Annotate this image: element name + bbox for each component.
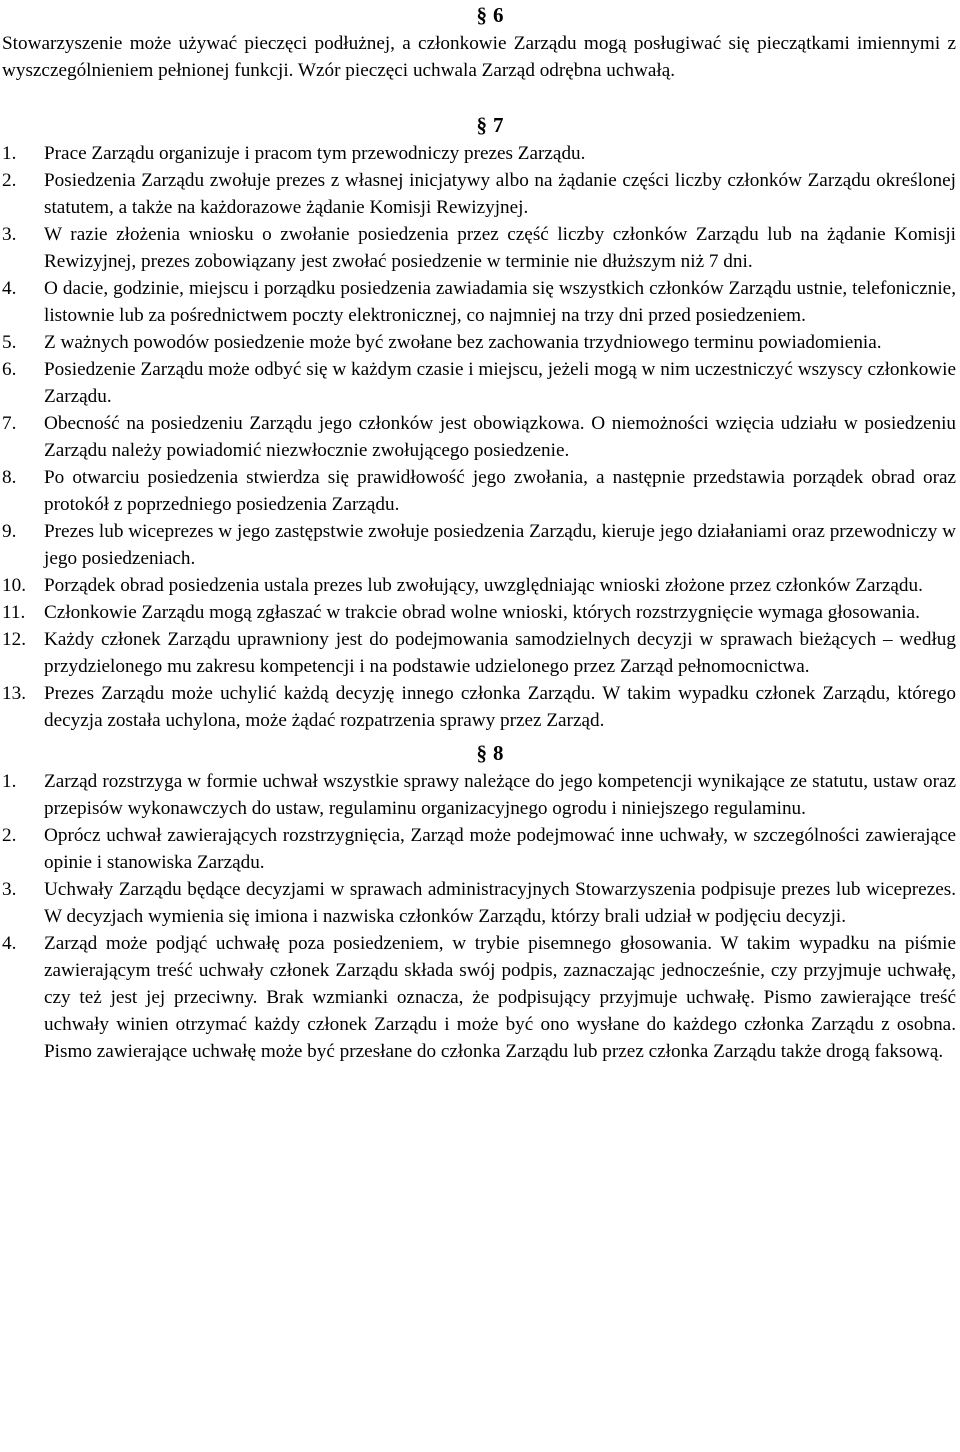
list-item: [2, 221, 956, 275]
section-number: 6: [493, 3, 504, 27]
item-number: 1.: [2, 771, 17, 792]
item-number: 13.: [2, 683, 26, 704]
list-item: [2, 572, 956, 599]
section-symbol: §: [476, 741, 487, 765]
item-number: 10.: [2, 575, 26, 596]
list-item: [2, 167, 956, 221]
item-text: Prace Zarządu organizuje i pracom tym przewodniczy prezes Zarządu.: [44, 143, 586, 164]
numbered-list: [2, 768, 956, 1065]
item-text: Porządek obrad posiedzenia ustala prezes lub zwołujący, uwzględniając wnioski złożone przez członków Zarządu.: [44, 575, 923, 596]
list-item: [2, 822, 956, 876]
list-item: [2, 626, 956, 680]
item-number: 12.: [2, 629, 26, 650]
item-text: Po otwarciu posiedzenia stwierdza się prawidłowość jego zwołania, a następnie przedstawia porządek obrad oraz protokół z poprzedniego posiedzenia Zarządu.: [44, 467, 956, 515]
list-item: [2, 599, 956, 626]
item-text: Prezes Zarządu może uchylić każdą decyzję innego członka Zarządu. W takim wypadku członek Zarządu, którego decyzja została uchylona, może żądać rozpatrzenia sprawy przez Zarząd.: [44, 683, 956, 731]
section-paragraph: Stowarzyszenie może używać pieczęci podłużnej, a członkowie Zarządu mogą posługiwać się pieczątkami imiennymi z wyszczególnieniem pełnionej funkcji. Wzór pieczęci uchwala Zarząd odrębna uchwałą.: [2, 33, 956, 81]
list-item: [2, 930, 956, 1065]
item-number: 3.: [2, 224, 17, 245]
item-text: Uchwały Zarządu będące decyzjami w sprawach administracyjnych Stowarzyszenia podpisuje prezes lub wiceprezes. W decyzjach wymienia się imiona i nazwiska członków Zarządu, którzy brali udział w podjęciu decyzji.: [44, 879, 956, 927]
list-item: [2, 410, 956, 464]
list-item: [2, 518, 956, 572]
item-text: Obecność na posiedzeniu Zarządu jego członków jest obowiązkowa. O niemożności wzięcia udziału w posiedzeniu Zarządu należy powiadomić niezwłocznie zwołującego posiedzenie.: [44, 413, 956, 461]
list-item: [2, 464, 956, 518]
section-number: 7: [493, 113, 504, 137]
section-6: [2, 0, 956, 84]
item-text: Posiedzenia Zarządu zwołuje prezes z własnej inicjatywy albo na żądanie części liczby członków Zarządu określonej statutem, a także na każdorazowe żądanie Komisji Rewizyjnej.: [44, 170, 956, 218]
item-number: 3.: [2, 879, 17, 900]
item-text: Oprócz uchwał zawierających rozstrzygnięcia, Zarząd może podejmować inne uchwały, w szczególności zawierające opinie i stanowiska Zarządu.: [44, 825, 956, 873]
section-number: 8: [493, 741, 504, 765]
item-text: W razie złożenia wniosku o zwołanie posiedzenia przez część liczby członków Zarządu lub na żądanie Komisji Rewizyjnej, prezes zobowiązany jest zwołać posiedzenie w terminie nie dłuższym niż 7 dni.: [44, 224, 956, 272]
section-symbol: §: [476, 3, 487, 27]
item-number: 7.: [2, 413, 17, 434]
section-symbol: §: [476, 113, 487, 137]
list-item: [2, 329, 956, 356]
list-item: [2, 275, 956, 329]
item-text: Każdy członek Zarządu uprawniony jest do podejmowania samodzielnych decyzji w sprawach bieżących – według przydzielonego mu zakresu kompetencji i na podstawie udzielonego przez Zarząd pełnomocnictwa.: [44, 629, 956, 677]
item-number: 9.: [2, 521, 17, 542]
item-number: 1.: [2, 143, 17, 164]
section-7: [2, 110, 956, 734]
list-item: [2, 356, 956, 410]
item-number: 4.: [2, 933, 17, 954]
section-8: [2, 738, 956, 1065]
section-heading: [2, 110, 956, 140]
item-text: Zarząd może podjąć uchwałę poza posiedzeniem, w trybie pisemnego głosowania. W takim wypadku na piśmie zawierającym treść uchwały członek Zarządu składa swój podpis, zaznaczając jednocześnie, czy przyjmuje uchwałę, czy też jest jej przeciwny. Brak wzmianki oznacza, że podpisujący przyjmuje uchwałę. Pismo zawierające treść uchwały winien otrzymać każdy członek Zarządu i może być ono wysłane do każdego członka Zarządu z osobna. Pismo zawierające uchwałę może być przesłane do członka Zarządu lub przez członka Zarządu także drogą faksową.: [44, 933, 956, 1062]
item-number: 11.: [2, 602, 26, 623]
item-text: Prezes lub wiceprezes w jego zastępstwie zwołuje posiedzenia Zarządu, kieruje jego działaniami oraz przewodniczy w jego posiedzeniach.: [44, 521, 956, 569]
list-item: [2, 768, 956, 822]
item-number: 8.: [2, 467, 17, 488]
list-item: [2, 876, 956, 930]
item-number: 5.: [2, 332, 17, 353]
list-item: [2, 680, 956, 734]
item-number: 2.: [2, 170, 17, 191]
item-text: Zarząd rozstrzyga w formie uchwał wszystkie sprawy należące do jego kompetencji wynikające ze statutu, ustaw oraz przepisów wykonawczych do ustaw, regulaminu organizacyjnego ogrodu i niniejszego regulaminu.: [44, 771, 956, 819]
document-page: [2, 0, 956, 1065]
item-text: O dacie, godzinie, miejscu i porządku posiedzenia zawiadamia się wszystkich członków Zarządu ustnie, telefonicznie, listownie lub za pośrednictwem poczty elektronicznej, co najmniej na trzy dni przed posiedzeniem.: [44, 278, 956, 326]
item-number: 2.: [2, 825, 17, 846]
item-text: Członkowie Zarządu mogą zgłaszać w trakcie obrad wolne wnioski, których rozstrzygnięcie wymaga głosowania.: [44, 602, 920, 623]
list-item: [2, 140, 956, 167]
item-text: Z ważnych powodów posiedzenie może być zwołane bez zachowania trzydniowego terminu powiadomienia.: [44, 332, 882, 353]
numbered-list: [2, 140, 956, 734]
item-text: Posiedzenie Zarządu może odbyć się w każdym czasie i miejscu, jeżeli mogą w nim uczestniczyć wszyscy członkowie Zarządu.: [44, 359, 956, 407]
spacer: [2, 84, 956, 110]
item-number: 4.: [2, 278, 17, 299]
item-number: 6.: [2, 359, 17, 380]
section-heading: [2, 738, 956, 768]
section-heading: [2, 0, 956, 30]
